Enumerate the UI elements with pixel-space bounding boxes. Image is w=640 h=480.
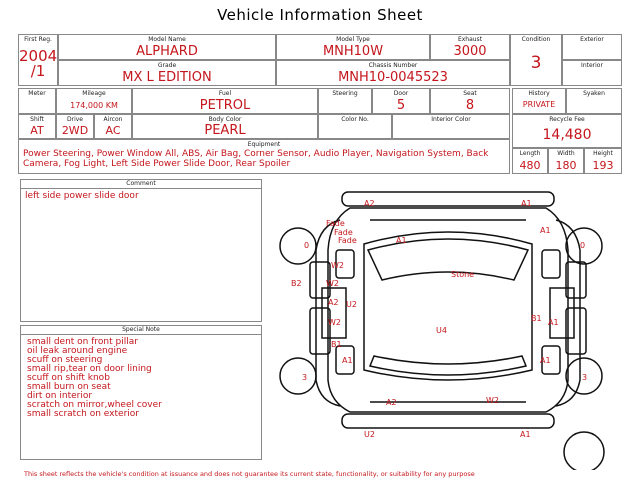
length-label: Length <box>519 150 541 157</box>
mark-u4: U4 <box>436 326 447 335</box>
fuel-cell <box>132 88 318 114</box>
first-reg-label: First Reg. <box>24 36 52 43</box>
door-value: 5 <box>396 98 406 113</box>
exhaust-label: Exhaust <box>457 36 483 43</box>
steering-label: Steering <box>332 90 358 97</box>
door-cell <box>372 88 430 114</box>
width-value: 180 <box>555 159 577 172</box>
drive-cell <box>56 114 94 139</box>
mark-a2-bottom: A2 <box>386 398 397 407</box>
height-cell <box>584 148 622 174</box>
special-note-item: small rip,tear on door lining <box>27 364 152 374</box>
meter-cell <box>18 88 56 114</box>
mark-wheel-rr: 3 <box>582 373 588 382</box>
length-cell <box>512 148 548 174</box>
meter-label: Meter <box>28 90 46 97</box>
mark-a1-right-rear: A1 <box>540 356 551 365</box>
syaken-cell <box>566 88 622 114</box>
special-note-item: scratch on mirror,wheel cover <box>27 400 162 410</box>
mark-a2-left: A2 <box>328 298 339 307</box>
model-name-value: ALPHARD <box>136 44 198 59</box>
body-color-value: PEARL <box>204 123 246 138</box>
rear-bumper-outline <box>342 414 554 428</box>
shift-label: Shift <box>30 116 44 123</box>
mark-wheel-fr: 0 <box>580 241 586 250</box>
model-type-value: MNH10W <box>322 44 384 59</box>
model-name-label: Model Name <box>148 36 186 43</box>
interior-color-cell <box>392 114 510 139</box>
first-reg-cell <box>18 34 58 86</box>
seat-label: Seat <box>463 90 477 97</box>
left-rear-panel <box>310 308 330 354</box>
mark-fade-2: Fade <box>334 228 353 237</box>
special-note-item: small scratch on exterior <box>27 409 139 419</box>
mark-b1-right: B1 <box>531 314 542 323</box>
exterior-label: Exterior <box>580 36 604 43</box>
grade-cell <box>58 60 276 86</box>
steering-cell <box>318 88 372 114</box>
shift-cell <box>18 114 56 139</box>
drive-label: Drive <box>67 116 83 123</box>
mileage-value: 174,000 KM <box>70 101 118 110</box>
drive-value: 2WD <box>61 124 89 137</box>
mark-b1-left: B1 <box>331 340 342 349</box>
first-reg-value: 2004 /1 <box>19 47 58 80</box>
mark-w2-left-lower: W2 <box>328 318 341 327</box>
interior-label: Interior <box>581 62 603 69</box>
mark-b2-left: B2 <box>291 279 302 288</box>
shift-value: AT <box>30 124 44 137</box>
history-value: PRIVATE <box>522 100 556 109</box>
sheet-title: Vehicle Information Sheet <box>217 6 423 24</box>
mark-right-front-a1: A1 <box>540 226 551 235</box>
door-label: Door <box>393 90 409 97</box>
mark-wheel-rl: 3 <box>302 373 308 382</box>
grade-value: MX L EDITION <box>122 70 212 85</box>
special-note-label: Special Note <box>122 326 160 333</box>
grade-label: Grade <box>157 62 177 69</box>
mark-w2-left-outer: W2 <box>331 261 344 270</box>
special-note-item: dirt on interior <box>27 391 93 401</box>
mileage-label: Mileage <box>82 90 106 97</box>
mark-u2-bottom: U2 <box>364 430 375 439</box>
aircon-label: Aircon <box>103 116 123 123</box>
equipment-cell <box>18 139 510 174</box>
special-note-list <box>27 338 257 419</box>
mark-a1-bottom: A1 <box>520 430 531 439</box>
exhaust-cell <box>430 34 510 60</box>
right-side-window <box>542 250 560 278</box>
mark-stone: Stone <box>451 270 475 279</box>
special-note-box <box>20 325 262 460</box>
mark-fade-1: Fade <box>326 219 345 228</box>
condition-label: Condition <box>521 36 551 43</box>
equipment-label: Equipment <box>247 141 281 148</box>
comment-box <box>20 179 262 322</box>
cabin-outline <box>364 232 532 380</box>
equipment-text: Power Steering, Power Window All, ABS, Air Bag, Corner Sensor, Audio Player, Navigation System, Back Camera, Fog Light, Left Side Power Slide Door, Rear Spoiler <box>23 149 489 169</box>
color-no-cell <box>318 114 392 139</box>
width-cell <box>548 148 584 174</box>
chassis-label: Chassis Number <box>368 62 418 69</box>
syaken-label: Syaken <box>583 90 605 97</box>
chassis-cell <box>276 60 510 86</box>
color-no-label: Color No. <box>341 116 369 123</box>
car-damage-diagram <box>270 180 636 470</box>
comment-text: left side power slide door <box>25 191 139 201</box>
seat-cell <box>430 88 510 114</box>
mark-top-a2: A2 <box>364 199 375 208</box>
special-note-item: scuff on steering <box>27 355 103 365</box>
body-color-label: Body Color <box>208 116 242 123</box>
recycle-fee-value: 14,480 <box>542 127 592 143</box>
seat-value: 8 <box>465 98 475 113</box>
height-label: Height <box>593 150 613 157</box>
right-front-panel <box>566 262 586 298</box>
mark-a1-left-rear: A1 <box>342 356 353 365</box>
right-rear-panel <box>566 308 586 354</box>
exterior-cell <box>562 34 622 60</box>
mark-u2-left: U2 <box>346 300 357 309</box>
mark-top-a1: A1 <box>521 199 532 208</box>
fuel-label: Fuel <box>218 90 232 97</box>
body-color-cell <box>132 114 318 139</box>
condition-cell <box>510 34 562 86</box>
special-note-item: small dent on front pillar <box>27 337 138 347</box>
windshield-outline <box>368 239 528 280</box>
special-note-item: scuff on shift knob <box>27 373 110 383</box>
mark-wheel-fl: 0 <box>304 241 310 250</box>
mark-a1-right-mid: A1 <box>548 318 559 327</box>
wheel-rear-left <box>280 358 316 394</box>
model-type-cell <box>276 34 430 60</box>
model-type-label: Model Type <box>336 36 370 43</box>
history-cell <box>512 88 566 114</box>
mark-fade-3: Fade <box>338 236 357 245</box>
right-door-block <box>550 288 574 338</box>
comment-header <box>21 180 261 189</box>
special-note-item: small burn on seat <box>27 382 111 392</box>
aircon-cell <box>94 114 132 139</box>
history-label: History <box>528 90 550 97</box>
comment-label: Comment <box>126 180 156 187</box>
aircon-value: AC <box>105 124 121 137</box>
wheel-front-left <box>280 228 316 264</box>
recycle-fee-label: Recycle Fee <box>549 116 585 123</box>
interior-color-label: Interior Color <box>431 116 471 123</box>
mark-w2-bottom: W2 <box>486 396 499 405</box>
mark-w2-left-inner: W2 <box>326 279 339 288</box>
disclaimer-footer: This sheet reflects the vehicle's condition at issuance and does not guarantee its current state, functionality, or suitability for any purpose <box>24 470 475 478</box>
model-name-cell <box>58 34 276 60</box>
condition-value: 3 <box>530 53 542 73</box>
recycle-fee-cell <box>512 114 622 148</box>
length-value: 480 <box>519 159 541 172</box>
exhaust-value: 3000 <box>453 44 487 59</box>
left-door-block <box>322 288 346 338</box>
width-label: Width <box>557 150 575 157</box>
special-note-item: oil leak around engine <box>27 346 128 356</box>
chassis-value: MNH10-0045523 <box>338 70 448 85</box>
height-value: 193 <box>592 159 614 172</box>
mark-hood-a1: A1 <box>396 236 407 245</box>
spare-wheel <box>564 432 604 470</box>
special-note-header <box>21 326 261 335</box>
fuel-value: PETROL <box>199 98 251 113</box>
interior-cell <box>562 60 622 86</box>
mileage-cell <box>56 88 132 114</box>
rear-window-outline <box>370 356 526 375</box>
